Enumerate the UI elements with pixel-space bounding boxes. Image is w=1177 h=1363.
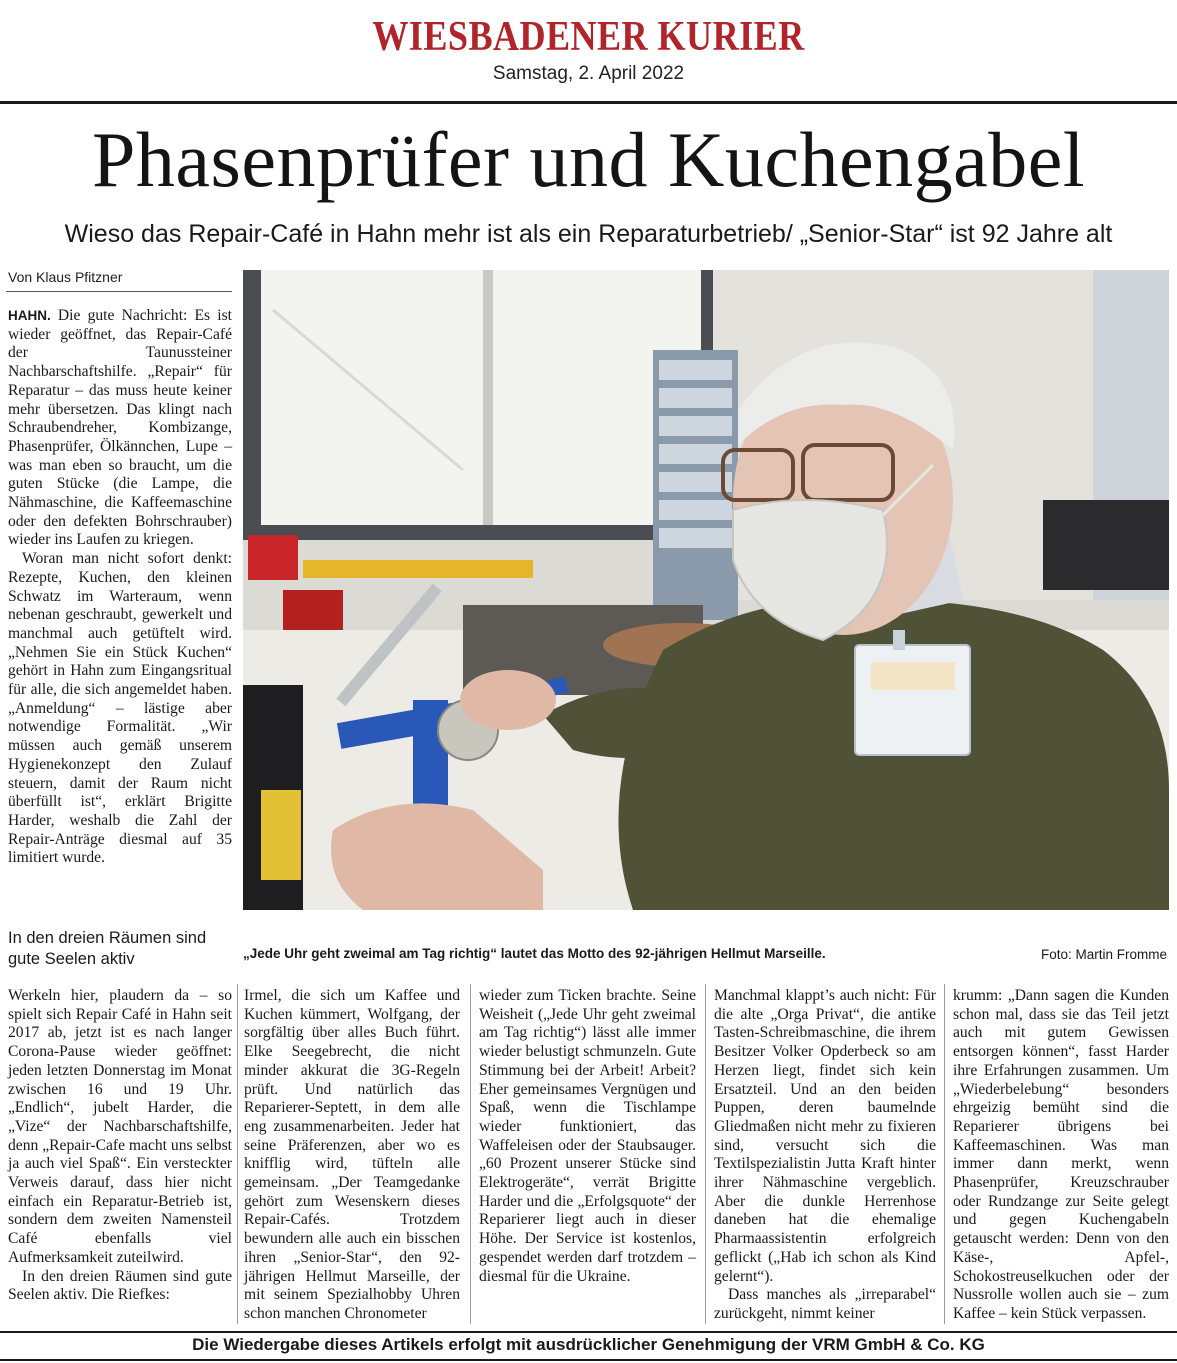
newspaper-name: WIESBADENER KURIER: [372, 14, 805, 60]
column-divider: [944, 984, 945, 1324]
reprint-notice: Die Wiedergabe dieses Artikels erfolgt mit ausdrücklicher Genehmigung der VRM GmbH & Co. KG: [192, 1335, 985, 1354]
intro-column: [8, 307, 232, 868]
article-photo: [243, 270, 1169, 910]
footer-rule-bottom: [0, 1359, 1177, 1361]
issue-date: Samstag, 2. April 2022: [492, 63, 685, 84]
col5-paragraph-1: krumm: „Dann sagen die Kunden schon mal, dass sie das Teil jetzt auch mit gutem Gewissen entsorgen können“, fasst Harder ihre Erfahrungen zusammen. Um „Wiederbelebung“ besonders ehrgeizig bemüht sind die Reparierer übrigens bei Kaffeemaschinen. Was man immer dann merkt, wenn Phasenprüfer, Kreuzschrauber oder Rundzange zur Seite gelegt und gegen Kuchengabeln getauscht werden: Denn von den Käse-, Apfel-, Schokostreuselkuchen oder der Nussrolle wollen auch sie – zum Kaffee – kein Stück verpassen.: [953, 987, 1169, 1322]
body-column-4: [714, 987, 936, 1324]
body-column-3: [479, 987, 696, 1286]
masthead-rule: [0, 101, 1177, 104]
body-column-1: [8, 987, 232, 1305]
photo-caption: „Jede Uhr geht zweimal am Tag richtig“ lautet das Motto des 92-jährigen Hellmut Marseille.: [243, 946, 826, 961]
col4-paragraph-2: Dass manches als „irreparabel“ zurückgeht, nimmt keiner: [714, 1286, 936, 1322]
col2-paragraph-1: Irmel, die sich um Kaffee und Kuchen kümmert, Wolfgang, der sorgfältig über alles Buch führt. Elke Seegebrecht, die nicht minder akkurat die 3G-Regeln prüft. Und natürlich das Reparierer-Septett, in dem alle eng zusammenarbeiten. Jeder hat seine Präferenzen, aber wo es knifflig wird, tüfteln alle gemeinsam. „Der Teamgedanke gehört zum Wesenskern dieses Repair-Cafés. Trotzdem bewundern alle auch ein bisschen ihren „Senior-Star“, den 92-jährigen Hellmut Marseille, der mit seinem Spezialhobby Uhren schon manchen Chronometer: [244, 987, 460, 1322]
dateline-location: HAHN.: [8, 308, 51, 323]
body-column-2: [244, 987, 460, 1324]
intro-paragraph-2: Woran man nicht sofort denkt: Rezepte, Kuchen, den kleinen Schwatz im Warteraum, wenn nebenan geschraubt, gewerkelt und manchmal auch getüftelt wird. „Nehmen Sie ein Stück Kuchen“ gehört in Hahn zum Eingangsritual für alle, die sich angemeldet haben. „Anmeldung“ – lästige aber notwendige Formalität. „Wir müssen auch gemäß unserem Hygienekonzept den Zulauf steuern, damit der Raum nicht überfüllt ist“, erklärt Brigitte Harder, weshalb die Zahl der Repair-Anträge diesmal auf 35 limitiert wurde.: [8, 550, 232, 867]
body-column-5: [953, 987, 1169, 1324]
masthead: [0, 0, 1177, 100]
byline: Von Klaus Pfitzner: [8, 269, 123, 285]
footer-rule: [0, 1331, 1177, 1333]
col1-paragraph-2: In den dreien Räumen sind gute Seelen aktiv. Die Riefkes:: [8, 1267, 232, 1304]
intro-paragraph-1: [8, 307, 232, 550]
intro-paragraph-1-text: Die gute Nachricht: Es ist wieder geöffnet, das Repair-Café der Taunussteiner Nachbarschaftshilfe. „Repair“ für Reparatur – das muss heute keiner mehr übersetzen. Das klingt nach Schraubendreher, Kombizange, Phasenprüfer, Ölkännchen, Lupe – was man eben so braucht, um die guten Stücke (die Lampe, die Nähmaschine, die Kaffeemaschine oder den defekten Bohrschrauber) wieder ins Laufen zu kriegen.: [8, 307, 232, 549]
interhead: In den dreien Räumen sind gute Seelen aktiv: [8, 929, 207, 968]
article-subheadline: Wieso das Repair-Café in Hahn mehr ist als ein Reparaturbetrieb/ „Senior-Star“ ist 92 Jahre alt: [64, 220, 1113, 248]
col4-paragraph-1: Manchmal klappt’s auch nicht: Für die alte „Orga Privat“, die antike Tasten-Schreibmaschine, die ihrem Besitzer Volker Opderbeck so am Herzen liegt, findet sich kein Ersatzteil. Und an den beiden Puppen, deren baumelnde Gliedmaßen nicht mehr zu fixieren sind, versucht sich die Textilspezialistin Jutta Kraft hinter ihrer Nähmaschine vergeblich. Aber die dunkle Herrenhose daneben hat die ehemalige Pharmaassistentin erfolgreich geflickt („Hab ich schon als Kind gelernt“).: [714, 987, 936, 1285]
photo-credit: Foto: Martin Fromme: [1040, 947, 1167, 962]
col3-paragraph-1: wieder zum Ticken brachte. Seine Weisheit („Jede Uhr geht zweimal am Tag richtig“) lässt alle immer wieder belustigt schmunzeln. Gute Stimmung bei der Arbeit! Arbeit? Eher gemeinsames Vergnügen und Spaß, wenn die Tischlampe wieder funktioniert, das Waffeleisen oder der Staubsauger. „60 Prozent unserer Stücke sind Elektrogeräte“, verrät Brigitte Harder und die „Erfolgsquote“ der Reparierer liegt auch in dieser Höhe. Der Service ist kostenlos, gespendet werden darf trotzdem – diesmal für die Ukraine.: [479, 987, 696, 1285]
col1-paragraph-1: Werkeln hier, plaudern da – so spielt sich Repair Café in Hahn seit 2017 ab, jetzt ist es nach langer Corona-Pause wieder geöffnet: jeden letzten Donnerstag im Monat zwischen 16 und 19 Uhr. „Endlich“, jubelt Harder, die „Vize“ der Nachbarschaftshilfe, denn „Repair-Cafe macht uns selbst ja auch viel Spaß“. Ein versteckter Verweis darauf, dass hier nicht einfach ein Reparatur-Betrieb ist, sondern dem zweiten Namensteil Café ebenfalls viel Aufmerksamkeit zuteilwird.: [8, 987, 232, 1266]
column-divider: [470, 984, 471, 1324]
article-headline: Phasenprüfer und Kuchengabel: [92, 116, 1085, 203]
byline-divider: [6, 291, 232, 292]
column-divider: [237, 984, 238, 1324]
column-divider: [705, 984, 706, 1324]
photo-illustration: [243, 270, 1169, 910]
